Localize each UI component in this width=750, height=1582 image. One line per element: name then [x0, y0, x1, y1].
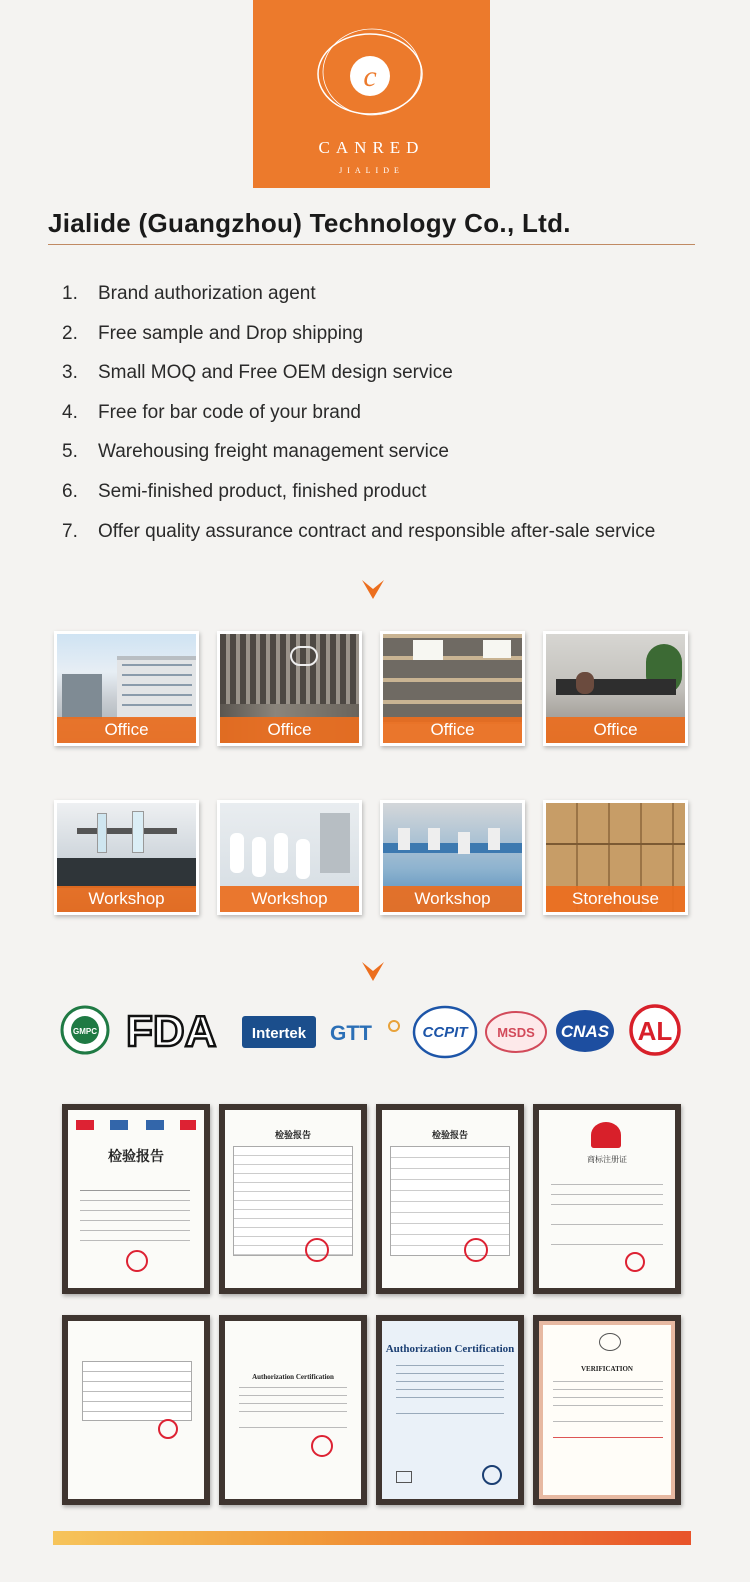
sub-brand-name: JIALIDE	[339, 166, 404, 175]
item-text: Brand authorization agent	[98, 283, 316, 304]
list-item	[62, 481, 655, 521]
photo-caption: Workshop	[57, 886, 196, 912]
gtt-logo-icon	[330, 1021, 399, 1045]
fda-logo-icon	[126, 1007, 216, 1056]
svg-text:FDA: FDA	[126, 1007, 217, 1056]
svg-text:GTT: GTT	[330, 1022, 372, 1045]
photo-caption: Office	[220, 717, 359, 743]
chevron-down-icon	[361, 578, 385, 600]
cnas-logo-icon	[556, 1010, 614, 1052]
chevron-down-icon	[361, 960, 385, 982]
logo-letter: c	[363, 60, 377, 93]
photo-caption: Storehouse	[546, 886, 685, 912]
item-text: Free sample and Drop shipping	[98, 322, 364, 344]
al-logo-icon	[631, 1006, 679, 1054]
brand-name: CANRED	[318, 138, 425, 157]
list-item	[62, 283, 655, 323]
photo-caption: Workshop	[383, 886, 522, 912]
gallery-photo-lab	[54, 800, 199, 915]
list-item	[62, 441, 655, 481]
certificate-authorization-2	[533, 1315, 681, 1505]
list-item	[62, 323, 655, 363]
certificate-heading: VERIFICATION	[581, 1365, 633, 1373]
certificate-heading: Authorization Certification	[385, 1343, 515, 1355]
gallery-photo-production-line	[217, 800, 362, 915]
gallery-photo-packing-tables	[380, 800, 525, 915]
photo-caption: Workshop	[220, 886, 359, 912]
company-title: Jialide (Guangzhou) Technology Co., Ltd.	[48, 208, 571, 238]
svg-text:CCPIT: CCPIT	[422, 1024, 468, 1041]
certificate-trademark-registration	[533, 1104, 681, 1294]
photo-caption: Office	[383, 717, 522, 743]
footer-gradient-bar	[53, 1531, 691, 1545]
logo-ring-icon	[305, 22, 435, 126]
item-number: 2.	[62, 322, 78, 344]
certificate-heading: 检验报告	[431, 1131, 468, 1141]
item-number: 5.	[62, 441, 78, 463]
list-item	[62, 402, 655, 442]
gmpc-logo-icon	[62, 1007, 108, 1053]
photo-caption: Office	[57, 717, 196, 743]
certificate-heading: 商标注册证	[587, 1155, 627, 1164]
brand-logo	[253, 0, 490, 188]
certificate-inspection-report-2	[376, 1104, 524, 1294]
item-number: 3.	[62, 362, 78, 384]
certificate-test-report	[62, 1104, 210, 1294]
gallery-photo-storehouse	[543, 800, 688, 915]
ccpit-logo-icon	[414, 1007, 476, 1057]
item-number: 7.	[62, 520, 78, 542]
certificate-verification	[376, 1315, 524, 1505]
gallery-photo-office-shelves	[380, 631, 525, 746]
msds-logo-icon	[486, 1012, 546, 1052]
certificate-inspection-report	[219, 1104, 367, 1294]
list-item	[62, 362, 655, 402]
certification-logos	[60, 1002, 690, 1062]
svg-text:MSDS: MSDS	[497, 1025, 535, 1040]
photo-caption: Office	[546, 717, 685, 743]
item-text: Free for bar code of your brand	[98, 401, 361, 423]
certificate-material-sheet	[62, 1315, 210, 1505]
item-number: 1.	[62, 283, 78, 304]
svg-text:Intertek: Intertek	[251, 1025, 307, 1042]
certificate-authorization	[219, 1315, 367, 1505]
item-number: 6.	[62, 480, 78, 502]
gallery-photo-office-lobby	[217, 631, 362, 746]
svg-text:AL: AL	[637, 1016, 673, 1046]
item-text: Semi-finished product, finished product	[98, 480, 427, 502]
item-text: Warehousing freight management service	[98, 441, 449, 463]
list-item	[62, 521, 655, 561]
intertek-logo-icon	[242, 1016, 316, 1048]
feature-list	[62, 283, 655, 560]
svg-text:GMPC: GMPC	[73, 1027, 97, 1036]
certificate-heading: 检验报告	[108, 1149, 164, 1165]
item-number: 4.	[62, 401, 78, 423]
title-divider	[48, 244, 695, 245]
certificate-heading: Authorization Certification	[252, 1373, 334, 1381]
item-text: Small MOQ and Free OEM design service	[98, 362, 453, 384]
item-text: Offer quality assurance contract and responsible after-sale service	[98, 520, 656, 542]
svg-text:CNAS: CNAS	[560, 1022, 610, 1041]
certificate-heading: 检验报告	[274, 1131, 311, 1141]
gallery-photo-office-building	[54, 631, 199, 746]
gallery-photo-office-desks	[543, 631, 688, 746]
